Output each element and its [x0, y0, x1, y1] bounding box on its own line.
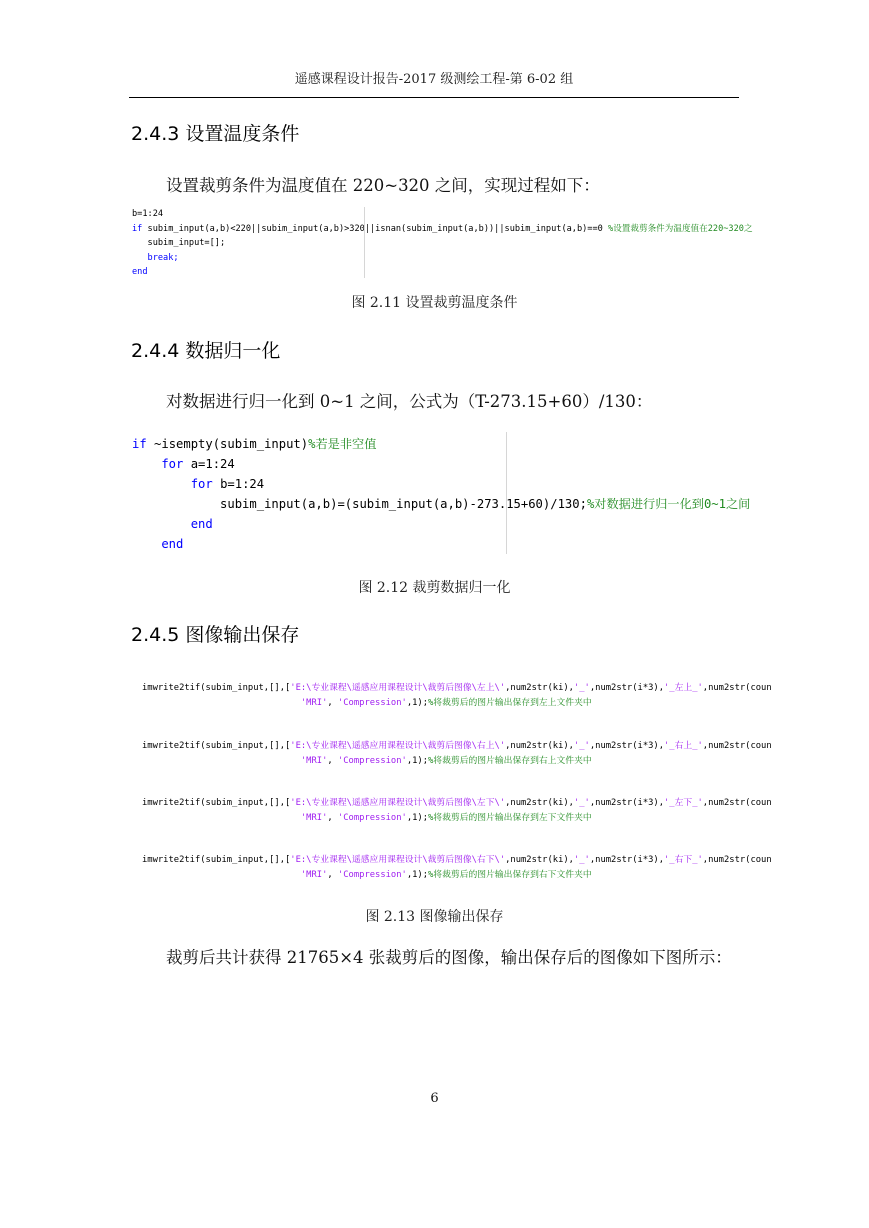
- section-heading-2-4-4: 2.4.4 数据归一化: [131, 340, 281, 362]
- code-token: imwrite2tif(subim_input,[],[: [142, 798, 291, 808]
- section-paragraph-2-4-4: 对数据进行归一化到 0~1 之间，公式为（T-273.15+60）/130：: [166, 392, 653, 411]
- code-token: %将裁剪后的图片输出保存到右上文件夹中: [428, 756, 592, 766]
- code-token: %将裁剪后的图片输出保存到左下文件夹中: [428, 813, 592, 823]
- code-token: %设置裁剪条件为温度值在220~320之: [608, 223, 753, 234]
- code-line: [132, 474, 750, 494]
- code-token: ,num2str(ki),: [505, 855, 574, 865]
- code-token: ,num2str(ki),: [505, 683, 574, 693]
- code-token: subim_input=[];: [132, 238, 226, 249]
- code-token: if: [132, 223, 148, 234]
- code-line: [132, 222, 753, 237]
- figure-caption-2-13: 图 2.13 图像输出保存: [365, 909, 504, 925]
- code-line: [142, 796, 772, 811]
- code-token: for: [132, 457, 191, 471]
- section-heading-2-4-3: 2.4.3 设置温度条件: [131, 123, 300, 145]
- code-token: %若是非空值: [308, 437, 377, 451]
- code-token: subim_input(a,b)=(subim_input(a,b)-273.15+60)/130;: [132, 497, 587, 511]
- code-token: b=1:24: [132, 209, 164, 219]
- code-token: ,num2str(ki),: [505, 741, 574, 751]
- code-token: '_': [573, 683, 590, 693]
- code-token: ,num2str(i*3),: [589, 855, 665, 865]
- code-line: [132, 251, 753, 266]
- code-token: '_右上_': [664, 741, 703, 751]
- code-token: ,num2str(i*3),: [589, 741, 665, 751]
- code-token: 'Compression': [337, 813, 407, 823]
- code-line: [142, 681, 772, 696]
- editor-margin-line: [364, 207, 365, 278]
- code-token: b=1:24: [220, 477, 265, 491]
- code-token: ,num2str(i*3),: [589, 683, 665, 693]
- section-paragraph-2-4-3: 设置裁剪条件为温度值在 220~320 之间，实现过程如下：: [166, 176, 600, 195]
- code-token: imwrite2tif(subim_input,[],[: [142, 683, 291, 693]
- code-token: %对数据进行归一化到0~1之间: [586, 497, 751, 511]
- code-token: 'MRI': [300, 756, 328, 766]
- code-token: 'E:\专业课程\遥感应用课程设计\裁剪后图像\左上\': [290, 683, 506, 693]
- code-token: ,1);: [406, 870, 429, 880]
- code-token: %将裁剪后的图片输出保存到右下文件夹中: [428, 870, 592, 880]
- code-line: [132, 454, 750, 474]
- code-block-save-topright: [142, 739, 772, 769]
- code-token: imwrite2tif(subim_input,[],[: [142, 855, 291, 865]
- code-token: ,1);: [406, 698, 429, 708]
- header-rule: [129, 97, 739, 98]
- section-paragraph-result: 裁剪后共计获得 21765×4 张裁剪后的图像，输出保存后的图像如下图所示：: [166, 948, 732, 967]
- code-token: 'E:\专业课程\遥感应用课程设计\裁剪后图像\右下\': [290, 855, 506, 865]
- code-token: ,num2str(coun: [702, 855, 772, 865]
- code-line: [142, 696, 772, 711]
- code-token: ,: [327, 813, 338, 823]
- code-token: '_': [573, 798, 590, 808]
- code-line: [132, 494, 750, 514]
- code-line: [132, 265, 753, 280]
- code-token: ,: [327, 756, 338, 766]
- code-token: end: [132, 517, 213, 531]
- code-token: if: [132, 437, 155, 451]
- code-block-save-topleft: [142, 681, 772, 711]
- code-token: '_': [573, 741, 590, 751]
- page-number: 6: [430, 1091, 439, 1106]
- figure-caption-2-12: 图 2.12 裁剪数据归一化: [358, 580, 511, 596]
- code-token: end: [132, 537, 184, 551]
- code-token: 'MRI': [300, 813, 328, 823]
- code-token: ,num2str(ki),: [505, 798, 574, 808]
- code-token: ,num2str(i*3),: [589, 798, 665, 808]
- code-token: ,num2str(coun: [702, 683, 772, 693]
- code-token: ,: [327, 870, 338, 880]
- code-line: [142, 853, 772, 868]
- code-token: break;: [132, 252, 179, 263]
- page-header: 遥感课程设计报告-2017 级测绘工程-第 6-02 组: [294, 72, 574, 87]
- section-heading-2-4-5: 2.4.5 图像输出保存: [131, 624, 300, 646]
- code-token: ,: [327, 698, 338, 708]
- code-token: ,num2str(coun: [702, 741, 772, 751]
- code-token: ,1);: [406, 756, 429, 766]
- code-block-normalization: [132, 434, 750, 554]
- code-line: [132, 434, 750, 454]
- code-token: '_左上_': [664, 683, 703, 693]
- code-token: [142, 870, 301, 880]
- code-token: %将裁剪后的图片输出保存到左上文件夹中: [428, 698, 592, 708]
- code-line: [142, 811, 772, 826]
- code-token: 'Compression': [337, 698, 407, 708]
- code-token: ,num2str(coun: [702, 798, 772, 808]
- code-token: '_左下_': [664, 798, 703, 808]
- code-block-temperature: [132, 207, 753, 280]
- code-line: [132, 534, 750, 554]
- code-token: [142, 756, 301, 766]
- code-token: 'Compression': [337, 870, 407, 880]
- code-token: imwrite2tif(subim_input,[],[: [142, 741, 291, 751]
- code-block-save-bottomleft: [142, 796, 772, 826]
- figure-caption-2-11: 图 2.11 设置裁剪温度条件: [351, 295, 518, 311]
- code-token: ~isempty(subim_input): [154, 437, 309, 451]
- code-token: for: [132, 477, 221, 491]
- code-token: 'E:\专业课程\遥感应用课程设计\裁剪后图像\左下\': [290, 798, 506, 808]
- code-line: [142, 739, 772, 754]
- code-line: [132, 236, 753, 251]
- code-token: ,1);: [406, 813, 429, 823]
- code-line: [132, 207, 753, 222]
- code-token: a=1:24: [190, 457, 235, 471]
- code-block-save-bottomright: [142, 853, 772, 883]
- editor-margin-line: [506, 432, 507, 554]
- code-token: 'MRI': [300, 698, 328, 708]
- code-token: 'MRI': [300, 870, 328, 880]
- code-token: 'Compression': [337, 756, 407, 766]
- code-token: subim_input(a,b)<220||subim_input(a,b)>320||isnan(subim_input(a,b))||subim_input(a,b)==0: [147, 223, 609, 234]
- code-token: end: [132, 267, 148, 278]
- code-line: [132, 514, 750, 534]
- code-line: [142, 868, 772, 883]
- code-token: '_右下_': [664, 855, 703, 865]
- code-line: [142, 754, 772, 769]
- code-token: 'E:\专业课程\遥感应用课程设计\裁剪后图像\右上\': [290, 741, 506, 751]
- code-token: [142, 698, 301, 708]
- code-token: '_': [573, 855, 590, 865]
- code-token: [142, 813, 301, 823]
